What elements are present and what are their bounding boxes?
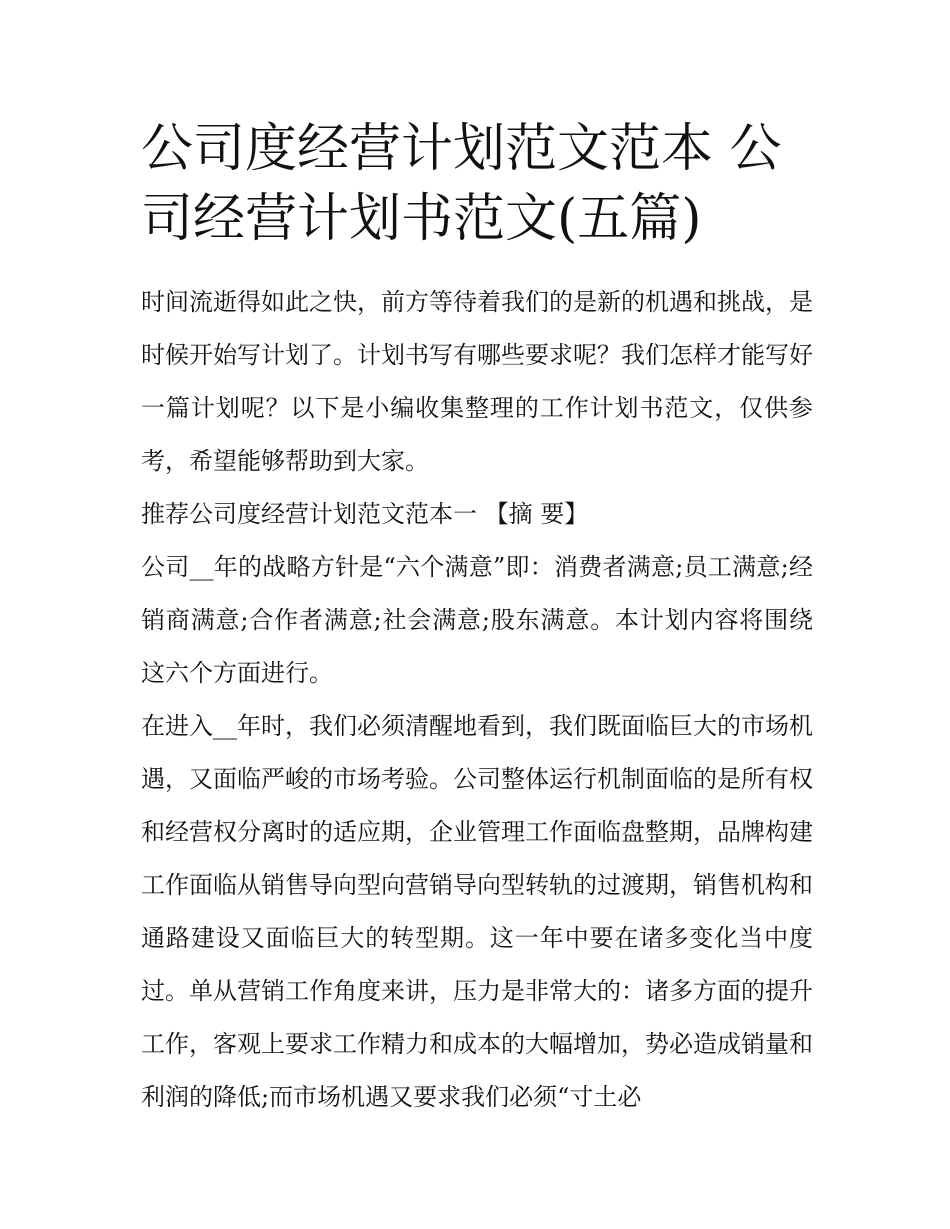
market-paragraph: 在进入__年时，我们必须清醒地看到，我们既面临巨大的市场机遇，又面临严峻的市场考验。公司整体运行机制面临的是所有权和经营权分离时的适应期，企业管理工作面临盘整期，品牌构建工作面临从销售导向型向营销导向型转轨的过渡期，销售机构和通路建设又面临巨大的转型期。这一年中要在诸多变化当中度过。单从营销工作角度来讲，压力是非常大的：诸多方面的提升工作，客观上要求工作精力和成本的大幅增加，势必造成销量和利润的降低;而市场机遇又要求我们必须“寸土必 (141, 712, 813, 1111)
document-title: 公司度经营计划范文范本 公司经营计划书范文(五篇) (141, 119, 782, 249)
intro-paragraph: 时间流逝得如此之快，前方等待着我们的是新的机遇和挑战，是时候开始写计划了。计划书写有哪些要求呢？我们怎样才能写好一篇计划呢？以下是小编收集整理的工作计划书范文，仅供参考，希望能够帮助到大家。 (141, 288, 813, 475)
strategy-paragraph: 公司__年的战略方针是“六个满意”即：消费者满意;员工满意;经销商满意;合作者满意;社会满意;股东满意。本计划内容将围绕这六个方面进行。 (141, 553, 813, 687)
section-heading: 推荐公司度经营计划范文范本一 【摘 要】 (141, 500, 589, 528)
document-content (141, 114, 813, 1124)
